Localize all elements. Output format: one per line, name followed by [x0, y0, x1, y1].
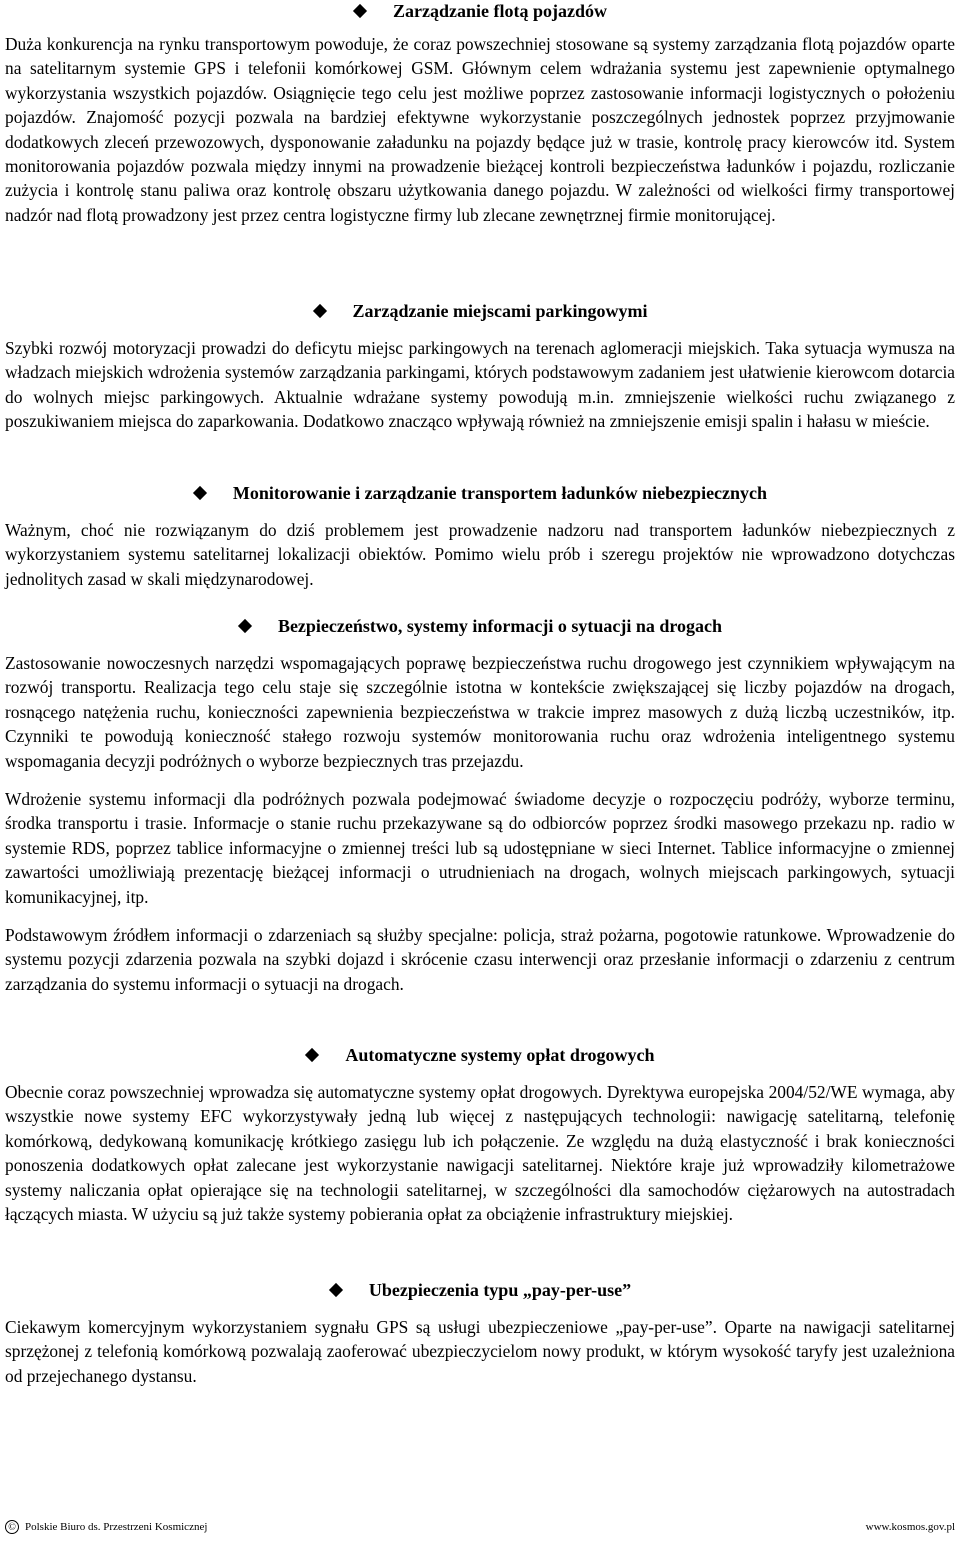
section-dangerous-goods [5, 482, 955, 591]
section-heading [5, 1279, 955, 1301]
footer-left [5, 1520, 207, 1534]
section-heading-text: Monitorowanie i zarządzanie transportem ładunków niebezpiecznych [232, 483, 768, 503]
section-heading [5, 1044, 955, 1066]
section-paragraph: Szybki rozwój motoryzacji prowadzi do deficytu miejsc parkingowych na terenach aglomeracji miejskich. Taka sytuacja wymusza na władzach miejskich wdrożenia systemów zarządzania parkingami, których podstawowym zadaniem jest ułatwienie kierowcom dotarcia do wolnych miejsc parkingowych. Aktualnie wdrażane systemy powodują m.in. zmniejszenie wielkości ruchu związanego z poszukiwaniem miejsca do zaparkowania. Dodatkowo znacząco wpływają również na zmniejszenie emisji spalin i hałasu w mieście. [5, 338, 955, 432]
section-paragraph: Ważnym, choć nie rozwiązanym do dziś problemem jest prowadzenie nadzoru nad transportem ładunków niebezpiecznych z wykorzystaniem systemu satelitarnej lokalizacji obiektów. Pomimo wielu prób i szeregu projektów nie wprowadzono dotychczas jednolitych zasad w skali międzynarodowej. [5, 520, 955, 589]
section-heading-text: Zarządzanie flotą pojazdów [393, 1, 607, 21]
footer-organization: Polskie Biuro ds. Przestrzeni Kosmicznej [25, 1521, 208, 1533]
section-paragraph: Duża konkurencja na rynku transportowym powoduje, że coraz powszechniej stosowane są systemy zarządzania flotą pojazdów oparte na satelitarnym systemie GPS i telefonii komórkowej GSM. Głównym celem wdrażania systemu jest zapewnienie optymalnego wykorzystania wszystkich pojazdów. Osiągnięcie tego celu jest możliwe poprzez zastosowanie informacji logistycznych o położeniu pojazdów. Znajomość pozycji pozwala na bardziej efektywne wykorzystanie poszczególnych jednostek poprzez przyjmowanie dodatkowych zleceń przewozowych, dysponowanie załadunku na pojazdy będące już w trasie, kontrolę pracy kierowców itd. System monitorowania pojazdów pozwala między innymi na prowadzenie bieżącej kontroli bezpieczeństwa ładunków i pojazdu, rozliczanie zużycia i kontrolę stanu paliwa oraz kontrolę obszaru użytkowania danego pojazdu. W zależności od wielkości firmy transportowej nadzór nad flotą prowadzony jest przez centra logistyczne firmy lub zlecane zewnętrznej firmie monitorującej. [5, 34, 955, 225]
section-paragraph: Wdrożenie systemu informacji dla podróżnych pozwala podejmować świadome decyzje o rozpoczęciu podróży, wyborze terminu, środka transportu i trasie. Informacje o stanie ruchu przekazywane są do odbiorców poprzez środki masowego przekazu np. radio w systemie RDS, poprzez tablice informacyjne o zmiennej treści lub są udostępniane w sieci Internet. Tablice informacyjne o zmiennej zawartości umożliwiają prezentację bieżącej informacji o utrudnieniach na drogach, wolnych miejscach parkingowych, sytuacji komunikacyjnej, itp. [5, 789, 955, 907]
section-heading [5, 482, 955, 504]
page-footer [5, 1519, 955, 1535]
section-heading [5, 615, 955, 637]
diamond-bullet-icon [305, 1048, 319, 1062]
section-paragraph: Obecnie coraz powszechniej wprowadza się automatyczne systemy opłat drogowych. Dyrektywa europejska 2004/52/WE wymaga, aby wszystkie nowe systemy EFC wykorzystywały jedną lub więcej z następujących technologii: nawigację satelitarną, telefonię komórkową, dedykowaną komunikację krótkiego zasięgu lub ich połączenie. Ze względu na dużą elastyczność i brak konieczności ponoszenia dodatkowych opłat zalecane jest wykorzystanie nawigacji satelitarnej. Niektóre kraje już wprowadziły kilometrażowe systemy naliczania opłat opierające się na technologii satelitarnej, w szczególności dla samochodów ciężarowych na autostradach łączących miasta. W użyciu są już także systemy pobierania opłat za obciążenie infrastruktury miejskiej. [5, 1082, 955, 1225]
section-road-safety [5, 615, 955, 996]
section-paragraph: Ciekawym komercyjnym wykorzystaniem sygnału GPS są usługi ubezpieczeniowe „pay-per-use”. Oparte na nawigacji satelitarnej sprzężonej z telefonią komórkową pozwalają zaoferować ubezpieczycielom nowy produkt, w którym wysokość taryfy jest uzależniona od przejechanego dystansu. [5, 1317, 955, 1386]
section-parking-management [5, 300, 955, 434]
section-fleet-management [5, 0, 955, 227]
diamond-bullet-icon [193, 486, 207, 500]
diamond-bullet-icon [238, 619, 252, 633]
section-pay-per-use [5, 1279, 955, 1388]
footer-website-link[interactable]: www.kosmos.gov.pl [865, 1521, 955, 1533]
section-heading-text: Automatyczne systemy opłat drogowych [345, 1045, 655, 1065]
section-heading-text: Zarządzanie miejscami parkingowymi [352, 301, 648, 321]
section-toll-systems [5, 1044, 955, 1226]
section-heading [5, 0, 955, 22]
copyright-icon: © [5, 1520, 19, 1534]
section-heading [5, 300, 955, 322]
diamond-bullet-icon [353, 4, 367, 18]
section-paragraph: Podstawowym źródłem informacji o zdarzeniach są służby specjalne: policja, straż pożarna, pogotowie ratunkowe. Wprowadzenie do systemu pozycji zdarzenia pozwala na szybki dojazd i skrócenie czasu interwencji oraz przesłanie informacji o zdarzeniu z centrum zarządzania do systemu informacji o sytuacji na drogach. [5, 925, 955, 994]
diamond-bullet-icon [313, 304, 327, 318]
diamond-bullet-icon [329, 1283, 343, 1297]
section-heading-text: Ubezpieczenia typu „pay-per-use” [368, 1280, 632, 1300]
section-heading-text: Bezpieczeństwo, systemy informacji o sytuacji na drogach [277, 616, 723, 636]
section-paragraph: Zastosowanie nowoczesnych narzędzi wspomagających poprawę bezpieczeństwa ruchu drogowego jest czynnikiem wpływającym na rozwój transportu. Realizacja tego celu staje się szczególnie istotna w kontekście zwiększającej się liczby pojazdów na drogach, rosnącego natężenia ruchu, konieczności zapewnienia bezpieczeństwa w trakcie imprez masowych z dużą liczbą uczestników, itp. Czynniki te powodują konieczność stałego rozwoju systemów monitorowania ruchu oraz wdrożenia inteligentnego systemu wspomagania decyzji podróżnych o wyborze bezpiecznych tras przejazdu. [5, 653, 955, 771]
